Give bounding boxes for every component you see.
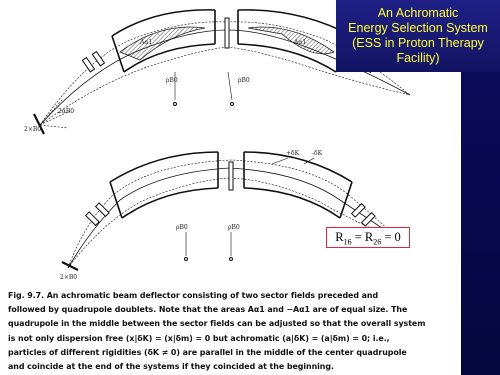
area1-label: Aα1 xyxy=(140,39,153,46)
eq-lhs-sub: 16 xyxy=(343,237,352,247)
rho3-label: ρB0 xyxy=(176,224,188,231)
eq-tail: = 0 xyxy=(381,230,401,244)
delta-plus-label: +δK xyxy=(286,150,300,157)
eq-rhs: R xyxy=(364,230,374,244)
equation-box xyxy=(326,227,410,248)
title-line-2: Energy Selection System xyxy=(348,21,488,35)
area2-label: -Aα1 xyxy=(292,39,307,46)
title-line-4: Facility) xyxy=(396,51,440,65)
caption-line-2: followed by quadrupole doublets. Note that the areas Aα1 and −Aα1 are of equal size. The xyxy=(8,305,408,315)
title-line-1: An Achromatic xyxy=(377,6,459,20)
eq-equals: = xyxy=(351,230,365,244)
decorative-side-bar xyxy=(461,72,500,375)
caption-line-1: Fig. 9.7. An achromatic beam deflector consisting of two sector fields preceded and xyxy=(8,291,379,300)
area-a1-left xyxy=(120,27,205,60)
slide-title xyxy=(336,0,500,72)
x-top-label: 2×B0 xyxy=(24,126,42,133)
x-bottom-label: 2×B0 xyxy=(60,274,78,281)
angle-label: 2αB0 xyxy=(58,108,75,115)
rho2-label: ρB0 xyxy=(238,77,250,84)
caption-line-5: particles of different rigidities (δK ≠ 0) are parallel in the middle of the center quadrupole xyxy=(8,347,407,357)
eq-rhs-sub: 26 xyxy=(373,237,382,247)
rho4-label: ρB0 xyxy=(228,224,240,231)
caption-line-4: is not only dispersion free (x|δK) = (x|δm) = 0 but achromatic (a|δK) = (a|δm) = 0; i.e., xyxy=(8,333,390,343)
rho1-label: ρB0 xyxy=(166,77,178,84)
figure-caption xyxy=(8,289,458,374)
delta-minus-label: -δK xyxy=(312,150,323,157)
lower-diagram xyxy=(62,152,400,270)
caption-line-3: quadrupole in the middle between the sector fields can be adjusted so that the overall system xyxy=(8,319,426,329)
eq-lhs: R xyxy=(335,230,344,244)
area-a1-right xyxy=(248,27,334,54)
title-line-3: (ESS in Proton Therapy xyxy=(352,36,484,50)
caption-line-6: and coincide at the end of the systems if they coincided at the beginning. xyxy=(8,362,334,372)
